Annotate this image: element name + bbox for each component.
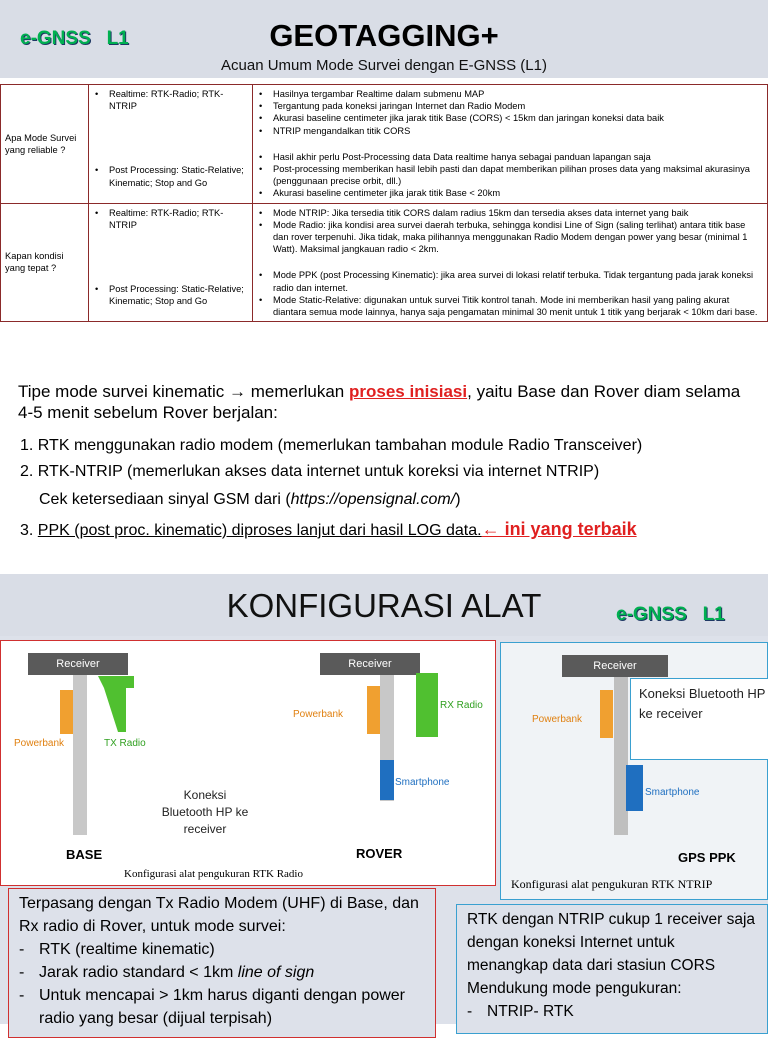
- bullet-text: Jarak radio standard < 1km: [39, 964, 238, 981]
- kinematic-intro: [18, 381, 758, 423]
- list-item: - Untuk mencapai > 1km harus diganti dengan power radio yang besar (dijual terpisah): [19, 984, 425, 1030]
- opensignal-link[interactable]: https://opensignal.com/: [290, 491, 456, 508]
- powerbank-label: Powerbank: [14, 738, 65, 749]
- powerbank-icon: [367, 686, 380, 734]
- slide-separator: [0, 560, 768, 574]
- page-title: GEOTAGGING+: [269, 18, 499, 53]
- rx-radio-label: RX Radio: [440, 700, 483, 711]
- brand-label: e-GNSS L1: [20, 28, 129, 49]
- note-item: • Mode PPK (post Processing Kinematic): jika area survei di lokasi relatif terbuka. Tidak tergantung pada jarak koneksi radio dan internet.: [273, 269, 763, 293]
- note-item: • Hasilnya tergambar Realtime dalam submenu MAP: [273, 88, 763, 100]
- bluetooth-note-box: Koneksi Bluetooth HP ke receiver: [630, 678, 768, 760]
- modes-cell: [89, 85, 253, 204]
- radio-info-intro: Terpasang dengan Tx Radio Modem (UHF) di Base, dan Rx radio di Rover, untuk mode survei:: [19, 895, 419, 935]
- question-cell: Apa Mode Survei yang reliable ?: [1, 85, 89, 204]
- list-item: 2. RTK-NTRIP (memerlukan akses data internet untuk koreksi via internet NTRIP): [20, 463, 600, 480]
- smartphone-label: Smartphone: [645, 787, 700, 798]
- base-pole: [73, 675, 87, 835]
- powerbank-icon: [60, 690, 73, 734]
- notes-cell: [253, 85, 768, 204]
- bullet-emphasis: line of sign: [237, 964, 315, 981]
- note-item: • Tergantung pada koneksi jaringan Internet dan Radio Modem: [273, 100, 763, 112]
- smartphone-icon: [626, 765, 643, 811]
- intro-text-end: , yaitu Base dan Rover diam selama 4-5 menit sebelum Rover berjalan:: [18, 382, 741, 422]
- note-item: • Akurasi baseline centimeter jika jarak titik Base < 20km: [273, 187, 763, 199]
- table-row: [1, 85, 768, 204]
- list-item: - RTK (realtime kinematic): [19, 938, 425, 961]
- intro-text: Tipe mode survei kinematic → memerlukan: [18, 382, 349, 401]
- ntrip-support-text: Mendukung mode pengukuran:: [467, 980, 682, 997]
- page-subtitle: Acuan Umum Mode Survei dengan E-GNSS (L1): [221, 57, 547, 74]
- slide2-title: KONFIGURASI ALAT: [226, 587, 542, 624]
- rx-radio-icon: [416, 673, 438, 737]
- brand-label: e-GNSS L1: [616, 604, 725, 625]
- list-item: - NTRIP- RTK: [467, 1000, 757, 1023]
- note-item: • Akurasi baseline centimeter jika jarak titik Base (CORS) < 15km dan jaringan koneksi data baik: [273, 112, 763, 124]
- ntrip-caption: Konfigurasi alat pengukuran RTK NTRIP: [511, 877, 713, 891]
- mode-item: • Post Processing: Static-Relative; Kinematic; Stop and Go: [109, 283, 248, 307]
- powerbank-label: Powerbank: [532, 714, 583, 725]
- survey-mode-table: [0, 84, 768, 322]
- base-receiver: Receiver: [28, 653, 128, 675]
- rover-receiver: Receiver: [320, 653, 420, 675]
- tx-radio-label: TX Radio: [104, 738, 146, 749]
- sub-text: Cek ketersediaan sinyal GSM dari (: [39, 491, 291, 508]
- base-label: BASE: [66, 847, 103, 862]
- radio-info-box: [8, 888, 436, 1038]
- list-item-sub: [39, 489, 461, 510]
- list-item: [20, 519, 637, 541]
- ntrip-pole: [614, 677, 628, 835]
- gps-ppk-label: GPS PPK: [678, 850, 736, 865]
- note-item: • Post-processing memberikan hasil lebih pasti dan dapat memberikan pilihan proses data yang maksimal akurasinya (penggunaan precise orbit, dll.): [273, 163, 763, 187]
- bullet-text: NTRIP- RTK: [487, 1003, 574, 1020]
- rover-label: ROVER: [356, 846, 403, 861]
- note-item: • Mode Static-Relative: digunakan untuk survei Titik kontrol tanah. Mode ini memberikan hasil yang paling akurat diantara semua mode lainnya, hanya saja pengamatan minimal 30 menit untuk 1 titik yang berjarak < 10km dari base.: [273, 294, 763, 318]
- modes-cell: [89, 203, 253, 322]
- bullet-text: Untuk mencapai > 1km harus diganti dengan power radio yang besar (dijual terpisah): [39, 987, 405, 1027]
- sub-text-end: ): [455, 491, 461, 508]
- ppk-text: PPK (post proc. kinematic) diproses lanjut dari hasil LOG data.: [37, 522, 482, 539]
- bullet-text: RTK (realtime kinematic): [39, 941, 215, 958]
- ntrip-info-text: RTK dengan NTRIP cukup 1 receiver saja dengan koneksi Internet untuk menangkap data dari stasiun CORS: [467, 911, 756, 974]
- smartphone-label: Smartphone: [395, 777, 450, 788]
- notes-cell: [253, 203, 768, 322]
- smartphone-icon: [380, 760, 394, 800]
- item-number: 3.: [20, 522, 38, 539]
- ntrip-receiver: Receiver: [562, 655, 668, 677]
- ntrip-info-box: [456, 904, 768, 1034]
- note-item: • Mode Radio: jika kondisi area survei daerah terbuka, sehingga kondisi Line of Sign (saling terlihat) antara titik base dan rover terpenuhi. Jika tidak, maka pilihannya menggunakan Radio Modem dengan power yang besar (minimal 1 Watt). Maksimal jangkauan radio < 2km.: [273, 219, 763, 256]
- mode-item: • Post Processing: Static-Relative; Kinematic; Stop and Go: [109, 164, 248, 188]
- radio-caption: Konfigurasi alat pengukuran RTK Radio: [124, 868, 303, 880]
- bluetooth-note: Koneksi Bluetooth HP ke receiver: [161, 788, 249, 836]
- highlight-text: proses inisiasi: [349, 382, 468, 401]
- mode-item: • Realtime: RTK-Radio; RTK-NTRIP: [109, 207, 248, 231]
- note-item: • Mode NTRIP: Jika tersedia titik CORS dalam radius 15km dan tersedia akses data internet yang baik: [273, 207, 763, 219]
- powerbank-label: Powerbank: [293, 709, 344, 720]
- powerbank-icon: [600, 690, 613, 738]
- question-cell: Kapan kondisi yang tepat ?: [1, 203, 89, 322]
- mode-item: • Realtime: RTK-Radio; RTK-NTRIP: [109, 88, 248, 112]
- list-item: - Jarak radio standard < 1km line of sign: [19, 964, 315, 981]
- list-item: 1. RTK menggunakan radio modem (memerlukan tambahan module Radio Transceiver): [20, 437, 643, 454]
- best-note: ← ini yang terbaik: [481, 519, 637, 539]
- note-item: • Hasil akhir perlu Post-Processing data Data realtime hanya sebagai panduan lapangan saja: [273, 151, 763, 163]
- tx-radio-icon: [96, 674, 140, 736]
- table-row: [1, 203, 768, 322]
- note-item: • NTRIP mengandalkan titik CORS: [273, 125, 763, 137]
